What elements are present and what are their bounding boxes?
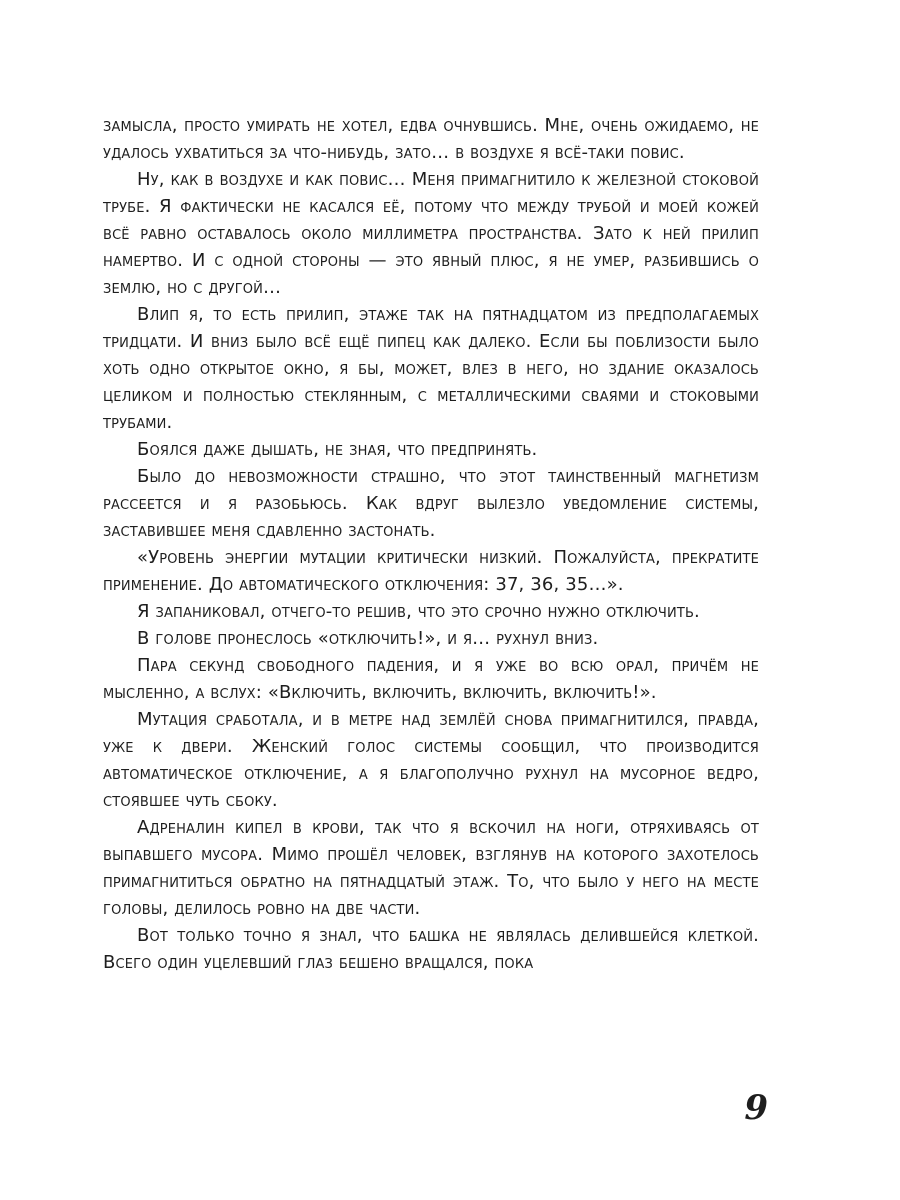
paragraph-6: «Уровень энергии мутации критически низкий. Пожалуйста, прекратите применение. До автоматического отключения: 37, 36, 35…». xyxy=(103,547,759,595)
paragraph-8: В голове пронеслось «отключить!», и я… рухнул вниз. xyxy=(137,628,599,649)
paragraph-4: Боялся даже дышать, не зная, что предпринять. xyxy=(137,439,538,460)
page-body xyxy=(103,112,759,976)
paragraph-12: Вот только точно я знал, что башка не являлась делившейся клеткой. Всего один уцелевший глаз бешено вращался, пока xyxy=(103,925,759,973)
paragraph-7: Я запаниковал, отчего-то решив, что это срочно нужно отключить. xyxy=(137,601,700,622)
paragraph-3: Влип я, то есть прилип, этаже так на пятнадцатом из предполагаемых тридцати. И вниз было всё ещё пипец как далеко. Если бы поблизости было хоть одно открытое окно, я бы, может, влез в него, но здание оказалось целиком и полностью стеклянным, с металлическими сваями и стоковыми трубами. xyxy=(103,304,759,433)
paragraph-1: замысла, просто умирать не хотел, едва очнувшись. Мне, очень ожидаемо, не удалось ухватиться за что-нибудь, зато… в воздухе я всё-таки повис. xyxy=(103,115,759,163)
paragraph-10: Мутация сработала, и в метре над землёй снова примагнитился, правда, уже к двери. Женский голос системы сообщил, что производится автоматическое отключение, а я благополучно рухнул на мусорное ведро, стоявшее чуть сбоку. xyxy=(103,709,759,811)
paragraph-5: Было до невозможности страшно, что этот таинственный магнетизм рассеется и я разобьюсь. Как вдруг вылезло уведомление системы, заставившее меня сдавленно застонать. xyxy=(103,466,759,541)
paragraph-2: Ну, как в воздухе и как повис… Меня примагнитило к железной стоковой трубе. Я фактически не касался её, потому что между трубой и моей кожей всё равно оставалось около миллиметра пространства. Зато к ней прилип намертво. И с одной стороны — это явный плюс, я не умер, разбившись о землю, но с другой… xyxy=(103,169,759,298)
paragraph-9: Пара секунд свободного падения, и я уже во всю орал, причём не мысленно, а вслух: «Включить, включить, включить, включить!». xyxy=(103,655,759,703)
paragraph-11: Адреналин кипел в крови, так что я вскочил на ноги, отряхиваясь от выпавшего мусора. Мимо прошёл человек, взглянув на которого захотелось примагнититься обратно на пятнадцатый этаж. То, что было у него на месте головы, делилось ровно на две части. xyxy=(103,817,759,919)
page-number: 9 xyxy=(744,1088,768,1128)
